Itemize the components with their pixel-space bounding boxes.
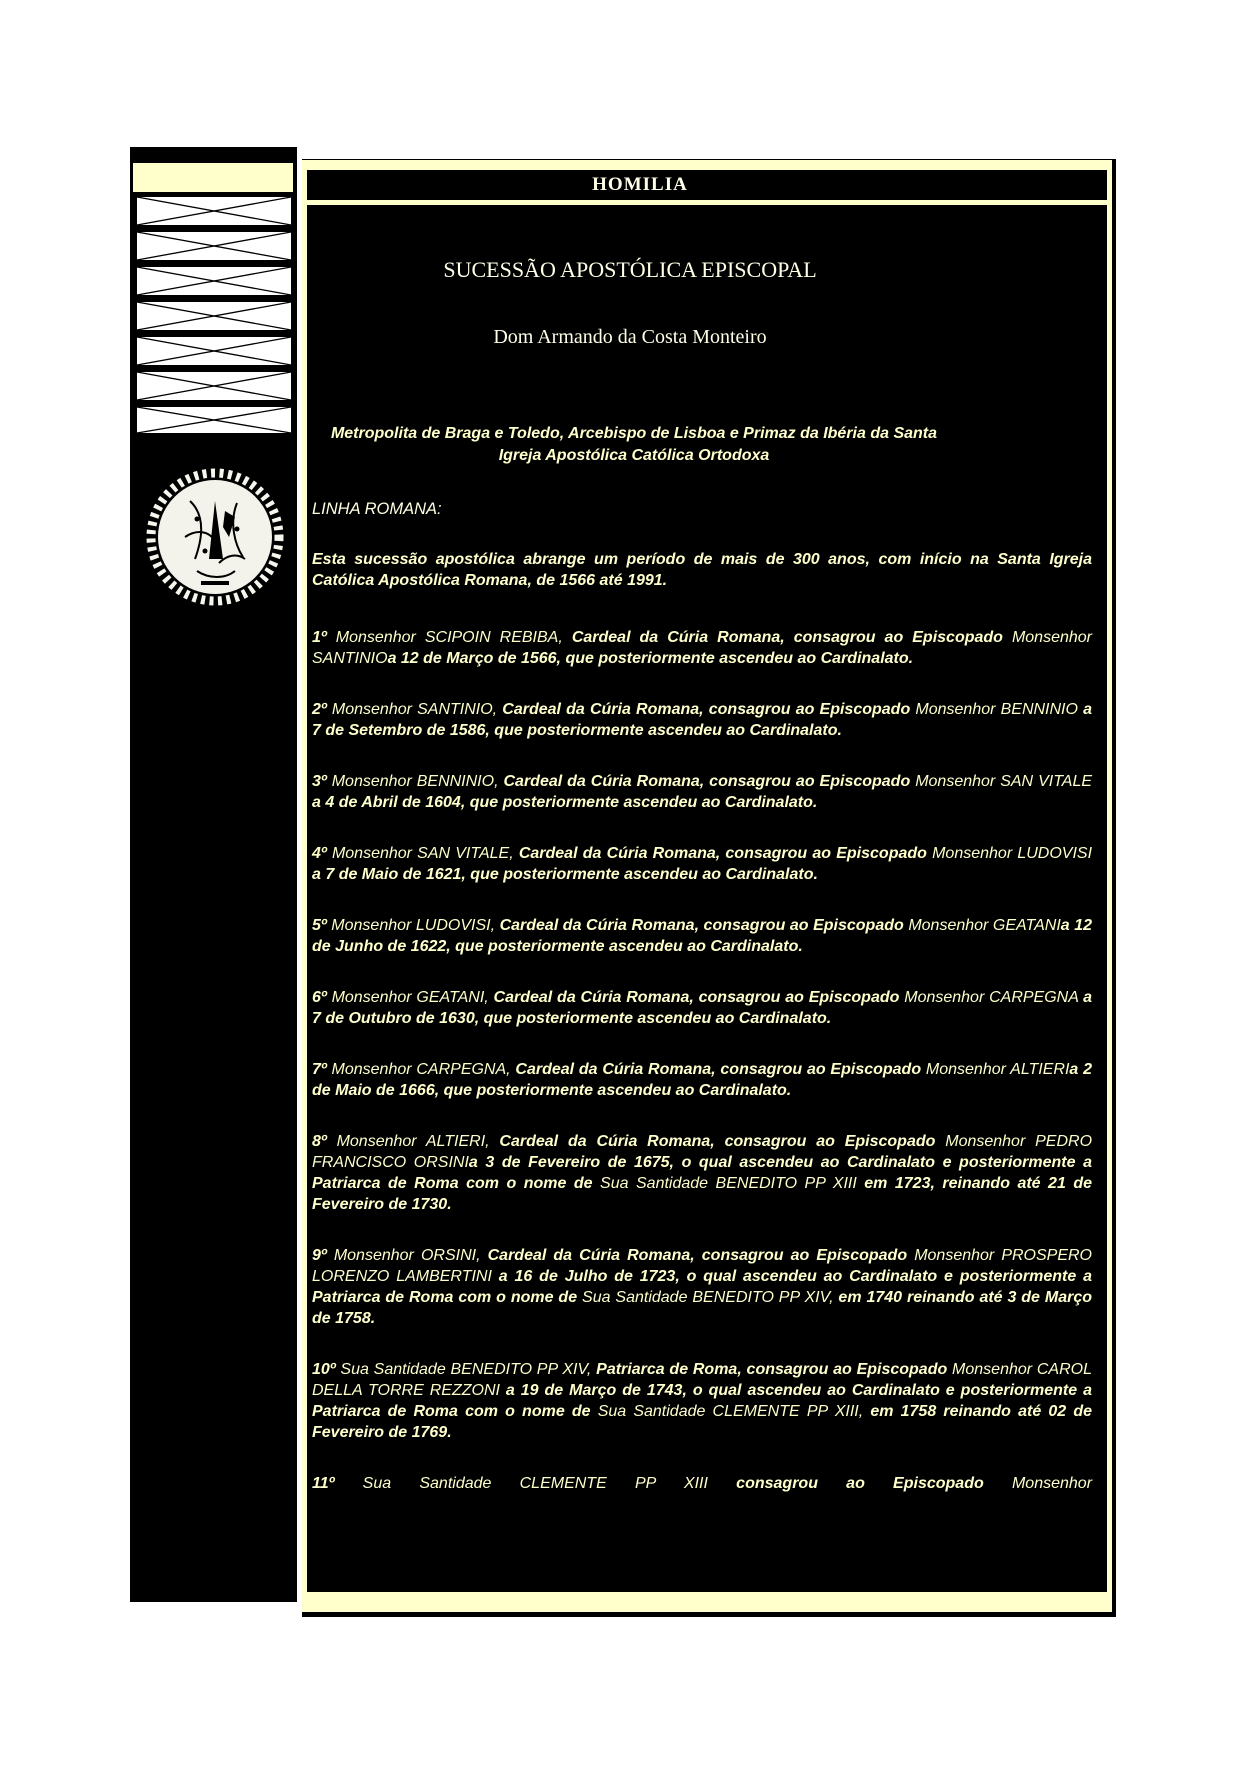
text-segment: Monsenhor ALTIERI, (336, 1133, 500, 1150)
text-segment: 3º (312, 773, 332, 790)
text-segment: Esta sucessão apostólica abrange um período de mais de 300 anos, com início na Santa Igreja Católica Apostólica Romana, de 1566 até 1991. (312, 551, 1092, 589)
text-segment: Monsenhor CARPEGNA, (331, 1061, 516, 1078)
text-segment: em 1758 reinando até 02 de Fevereiro de 1769. (312, 1403, 1093, 1441)
text-segment: Sua Santidade CLEMENTE PP XIII, (597, 1403, 871, 1420)
paragraph-9 (312, 1245, 1092, 1329)
text-segment: a 12 de Junho de 1622, que posteriormente ascendeu ao Cardinalato. (312, 917, 1093, 955)
text-segment: em 1740 reinando até 3 de Março de 1758. (312, 1289, 1092, 1327)
content-frame (302, 159, 1116, 1617)
text-segment: 4º (312, 845, 332, 862)
text-segment: Cardeal da Cúria Romana, consagrou ao Episcopado (487, 1247, 915, 1264)
text-segment: Monsenhor (1011, 1475, 1093, 1492)
paragraph-2 (312, 699, 1092, 741)
text-segment: 6º (312, 989, 332, 1006)
text-segment: 2º (312, 701, 332, 718)
text-segment: Cardeal da Cúria Romana, consagrou ao Episcopado (499, 1133, 946, 1150)
text-segment: Sua Santidade BENEDITO PP XIV, (340, 1361, 597, 1378)
text-segment: Monsenhor SCIPOIN REBIBA, (335, 629, 572, 646)
paragraph-10 (312, 1359, 1092, 1443)
text-segment: 5º (312, 917, 332, 934)
text-segment: 11º (312, 1475, 363, 1492)
text-segment: Monsenhor LUDOVISI, (331, 917, 500, 934)
homilia-banner (307, 170, 1107, 200)
text-segment: Cardeal da Cúria Romana, consagrou ao Episcopado (518, 845, 933, 862)
paragraph-7 (312, 1059, 1092, 1101)
intro-paragraph (312, 549, 1092, 591)
sidebar-panel (130, 147, 297, 1602)
homilia-banner-label: HOMILIA (592, 174, 688, 195)
text-segment: Monsenhor SAN VITALE (915, 773, 1093, 790)
text-segment: Sua Santidade BENEDITO PP XIV, (582, 1289, 839, 1306)
text-segment: 10º (312, 1361, 341, 1378)
text-segment: Sua Santidade CLEMENTE PP XIII (362, 1475, 737, 1492)
text-segment: 8º (312, 1133, 337, 1150)
paragraph-6 (312, 987, 1092, 1029)
text-segment: a 16 de Julho de 1723, o qual ascendeu ao Cardinalato e posteriormente a Patriarca de Roma com o nome de (312, 1268, 1092, 1306)
text-segment: a 4 de Abril de 1604, que posteriormente ascendeu ao Cardinalato. (312, 794, 818, 811)
text-segment: Monsenhor ORSINI, (333, 1247, 488, 1264)
text-segment: Cardeal da Cúria Romana, consagrou ao Episcopado (502, 701, 916, 718)
paragraph-4 (312, 843, 1092, 885)
sidebar-cream-block (133, 163, 293, 192)
church-seal-icon (145, 467, 285, 607)
text-segment: Cardeal da Cúria Romana, consagrou ao Episcopado (499, 917, 909, 934)
text-segment: Monsenhor BENNINIO, (331, 773, 504, 790)
text-segment: consagrou ao Episcopado (736, 1475, 1012, 1492)
text-segment: Monsenhor PROSPERO LORENZO LAMBERTINI (312, 1247, 1093, 1285)
author-line: Dom Armando da Costa Monteiro (493, 326, 767, 348)
text-segment: Monsenhor SANTINIO, (331, 701, 503, 718)
page-title: SUCESSÃO APOSTÓLICA EPISCOPAL (443, 257, 817, 282)
text-segment: Monsenhor GEATANI (908, 917, 1061, 934)
text-segment: Patriarca de Roma, consagrou ao Episcopado (596, 1361, 953, 1378)
text-segment: 7º (312, 1061, 332, 1078)
text-segment: a 3 de Fevereiro de 1675, o qual ascendeu ao Cardinalato e posteriormente a Patriarca de Roma com o nome de (312, 1154, 1092, 1192)
lattice-pattern-icon (135, 195, 293, 435)
text-segment: a 2 de Maio de 1666, que posteriormente ascendeu ao Cardinalato. (312, 1061, 1093, 1099)
paragraph-3 (312, 771, 1092, 813)
text-segment: a 7 de Maio de 1621, que posteriormente ascendeu ao Cardinalato. (312, 866, 818, 883)
paragraph-8 (312, 1131, 1092, 1215)
paragraph-11 (312, 1473, 1092, 1494)
text-segment: Cardeal da Cúria Romana, consagrou ao Episcopado (571, 629, 1012, 646)
text-segment: Monsenhor BENNINIO (915, 701, 1084, 718)
text-segment: Cardeal da Cúria Romana, consagrou ao Episcopado (515, 1061, 926, 1078)
text-segment: Monsenhor GEATANI, (331, 989, 494, 1006)
text-segment: Monsenhor CARPEGNA (904, 989, 1084, 1006)
text-segment: Monsenhor LUDOVISI (932, 845, 1093, 862)
text-segment: 1º (312, 629, 336, 646)
text-segment: Monsenhor SAN VITALE, (331, 845, 519, 862)
main-panel (307, 205, 1107, 1592)
text-segment: Cardeal da Cúria Romana, consagrou ao Episcopado (503, 773, 916, 790)
paragraph-5 (312, 915, 1092, 957)
text-segment: a 7 de Outubro de 1630, que posteriormente ascendeu ao Cardinalato. (312, 989, 1093, 1027)
subtitle-line: Metropolita de Braga e Toledo, Arcebispo de Lisboa e Primaz da Ibéria da Santa Igreja Apostólica Católica Ortodoxa (330, 425, 938, 464)
text-segment: Monsenhor CAROL DELLA TORRE REZZONI (312, 1361, 1092, 1399)
text-segment: Monsenhor SANTINIO (312, 629, 1092, 667)
text-segment: a 19 de Março de 1743, o qual ascendeu ao Cardinalato e posteriormente a Patriarca de Roma com o nome de (312, 1382, 1092, 1420)
text-segment: Cardeal da Cúria Romana, consagrou ao Episcopado (493, 989, 905, 1006)
text-segment: Monsenhor ALTIERI (925, 1061, 1070, 1078)
text-segment: Sua Santidade BENEDITO PP XIII (600, 1175, 865, 1192)
paragraph-1 (312, 627, 1092, 669)
text-segment: a 12 de Março de 1566, que posteriormente ascendeu ao Cardinalato. (387, 650, 914, 667)
text-segment: Monsenhor PEDRO FRANCISCO ORSINI (312, 1133, 1093, 1171)
text-segment: em 1723, reinando até 21 de Fevereiro de 1730. (312, 1175, 1093, 1213)
section-label: LINHA ROMANA: (312, 500, 442, 518)
text-segment: 9º (312, 1247, 334, 1264)
text-segment: a 7 de Setembro de 1586, que posteriormente ascendeu ao Cardinalato. (312, 701, 1093, 739)
